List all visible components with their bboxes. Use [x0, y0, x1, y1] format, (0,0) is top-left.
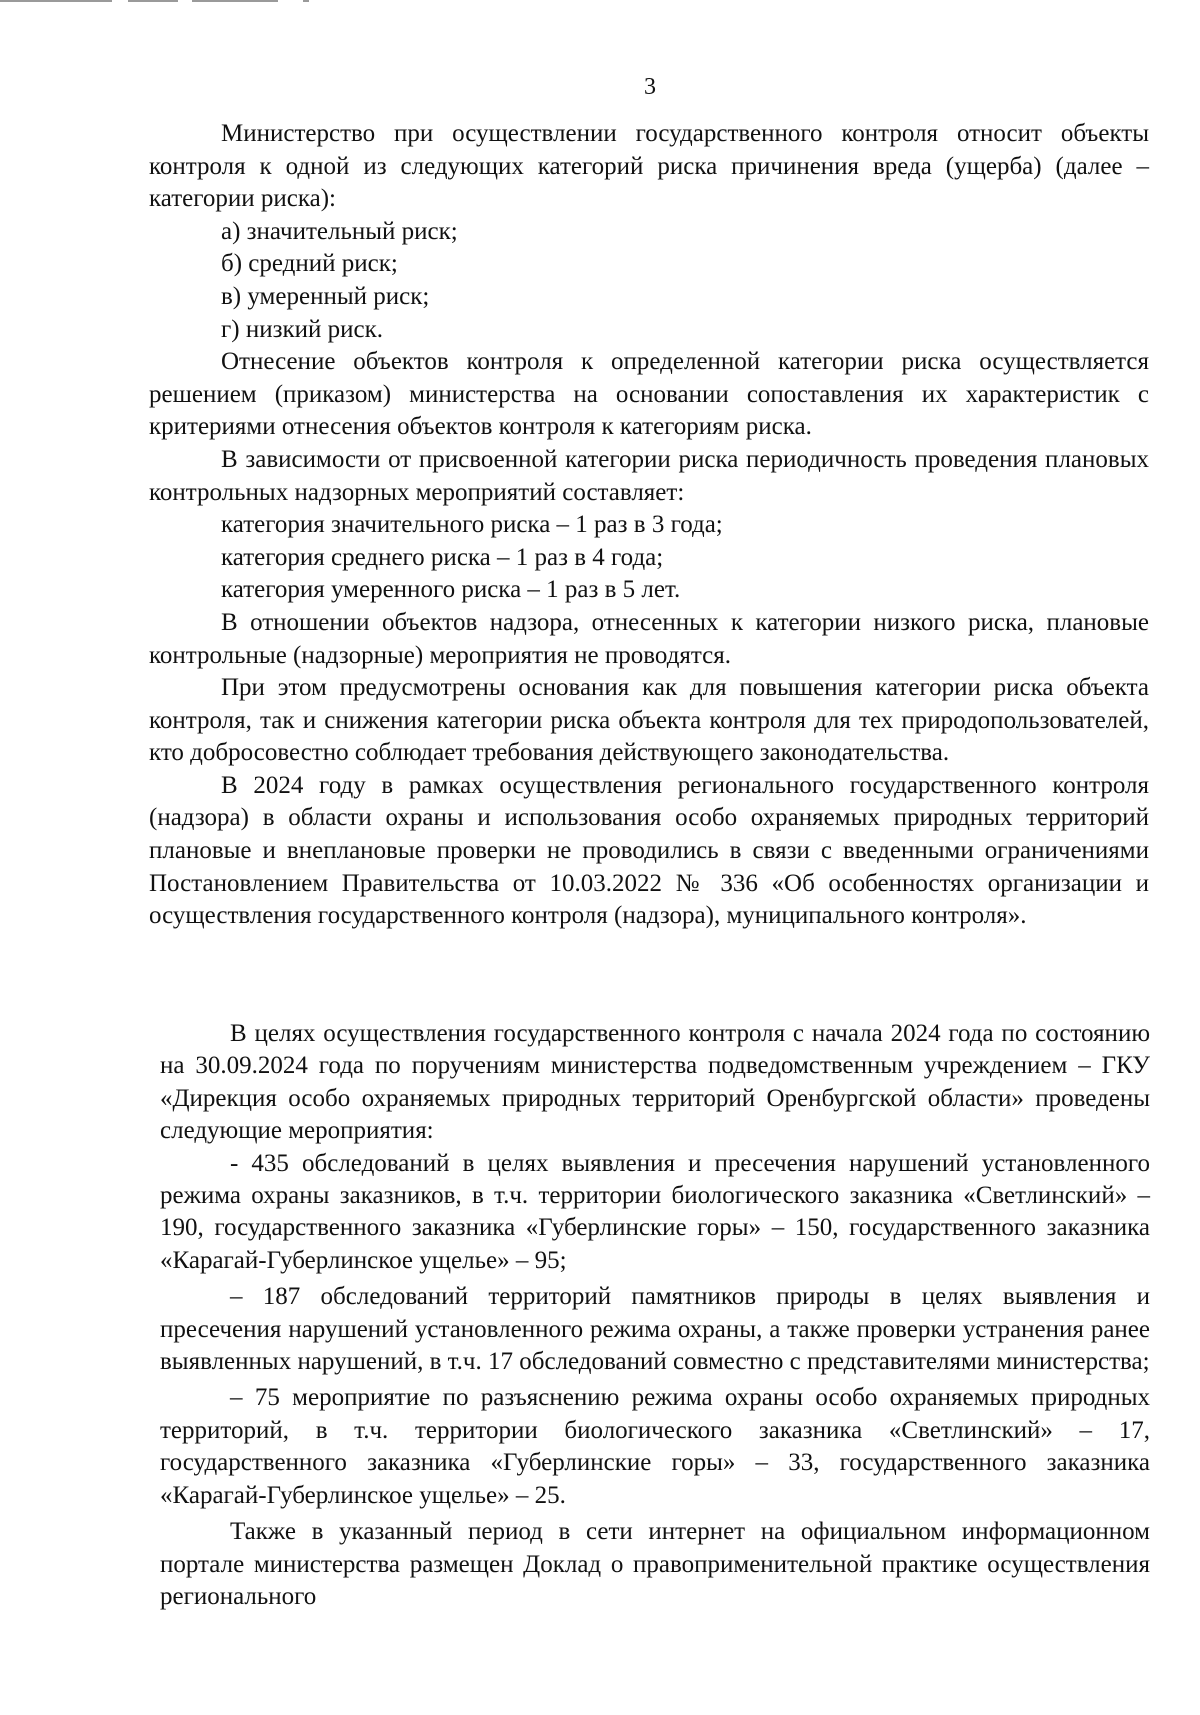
activity-item-explanations: – 75 мероприятие по разъяснению режима охраны особо охраняемых природных территорий, в т.ч. территории биологического заказника «Светлинский» – 17, государственного заказника «Губерлинские горы» – 33, государственного заказника «Карагай-Губерлинское ущелье» – 25.: [160, 1384, 1150, 1509]
list-item: в) умеренный риск;: [221, 282, 430, 310]
scan-mark: [0, 0, 112, 2]
paragraph-risk-assignment: Отнесение объектов контроля к определенной категории риска осуществляется решением (приказом) министерства на основании сопоставления их характеристик с критериями отнесения объектов контроля к категориям риска.: [149, 348, 1149, 441]
list-item: категория среднего риска – 1 раз в 4 года;: [221, 543, 664, 571]
list-item: г) низкий риск.: [221, 315, 383, 343]
paragraph-report-published: Также в указанный период в сети интернет на официальном информационном портале министерства размещен Доклад о правоприменительной практике осуществления регионального: [160, 1518, 1150, 1610]
activity-item-surveys-monuments: – 187 обследований территорий памятников природы в целях выявления и пресечения нарушений установленного режима охраны, а также проверки устранения ранее выявленных нарушений, в т.ч. 17 обследований совместно с представителями министерства;: [160, 1283, 1150, 1376]
paragraph-frequency-intro: В зависимости от присвоенной категории риска периодичность проведения плановых контрольных надзорных мероприятий составляет:: [149, 445, 1149, 506]
list-item: б) средний риск;: [221, 250, 398, 278]
paragraph-risk-change-grounds: При этом предусмотрены основания как для повышения категории риска объекта контроля, так и снижения категории риска объекта контроля для тех природопользователей, кто добросовестно соблюдает требования действующего законодательства.: [149, 674, 1149, 767]
paragraph-low-risk: В отношении объектов надзора, отнесенных к категории низкого риска, плановые контрольные (надзорные) мероприятия не проводятся.: [149, 608, 1149, 669]
scan-mark: [192, 0, 278, 2]
document-body-section-1: [149, 118, 1149, 933]
scan-mark: [303, 0, 309, 2]
paragraph-2024-inspections: В 2024 году в рамках осуществления регионального государственного контроля (надзора) в области охраны и использования особо охраняемых природных территорий плановые и внеплановые проверки не проводились в связи с введенными ограничениями Постановлением Правительства от 10.03.2022 № 336 «Об особенностях организации и осуществления государственного контроля (надзора), муниципального контроля».: [149, 771, 1149, 930]
risk-category-list: [149, 216, 1149, 346]
paragraph-risk-intro: Министерство при осуществлении государственного контроля относит объекты контроля к одной из следующих категорий риска причинения вреда (ущерба) (далее – категории риска):: [149, 120, 1149, 213]
document-body-section-2: [160, 1018, 1150, 1613]
page-number: 3: [644, 74, 656, 100]
list-item: категория значительного риска – 1 раз в 3 года;: [221, 511, 723, 539]
list-item: а) значительный риск;: [221, 217, 458, 245]
scan-mark: [128, 0, 178, 2]
activity-item-surveys-reserves: - 435 обследований в целях выявления и пресечения нарушений установленного режима охраны заказников, в т.ч. территории биологического заказника «Светлинский» – 190, государственного заказника «Губерлинские горы» – 150, государственного заказника «Карагай-Губерлинское ущелье» – 95;: [160, 1149, 1150, 1274]
inspection-frequency-list: [149, 509, 1149, 607]
paragraph-activities-intro: В целях осуществления государственного контроля с начала 2024 года по состоянию на 30.09.2024 года по поручениям министерства подведомственным учреждением – ГКУ «Дирекция особо охраняемых природных территорий Оренбургской области» проведены следующие мероприятия:: [160, 1020, 1150, 1145]
scan-top-edge-marks: [0, 0, 1200, 4]
list-item: категория умеренного риска – 1 раз в 5 лет.: [221, 576, 681, 604]
